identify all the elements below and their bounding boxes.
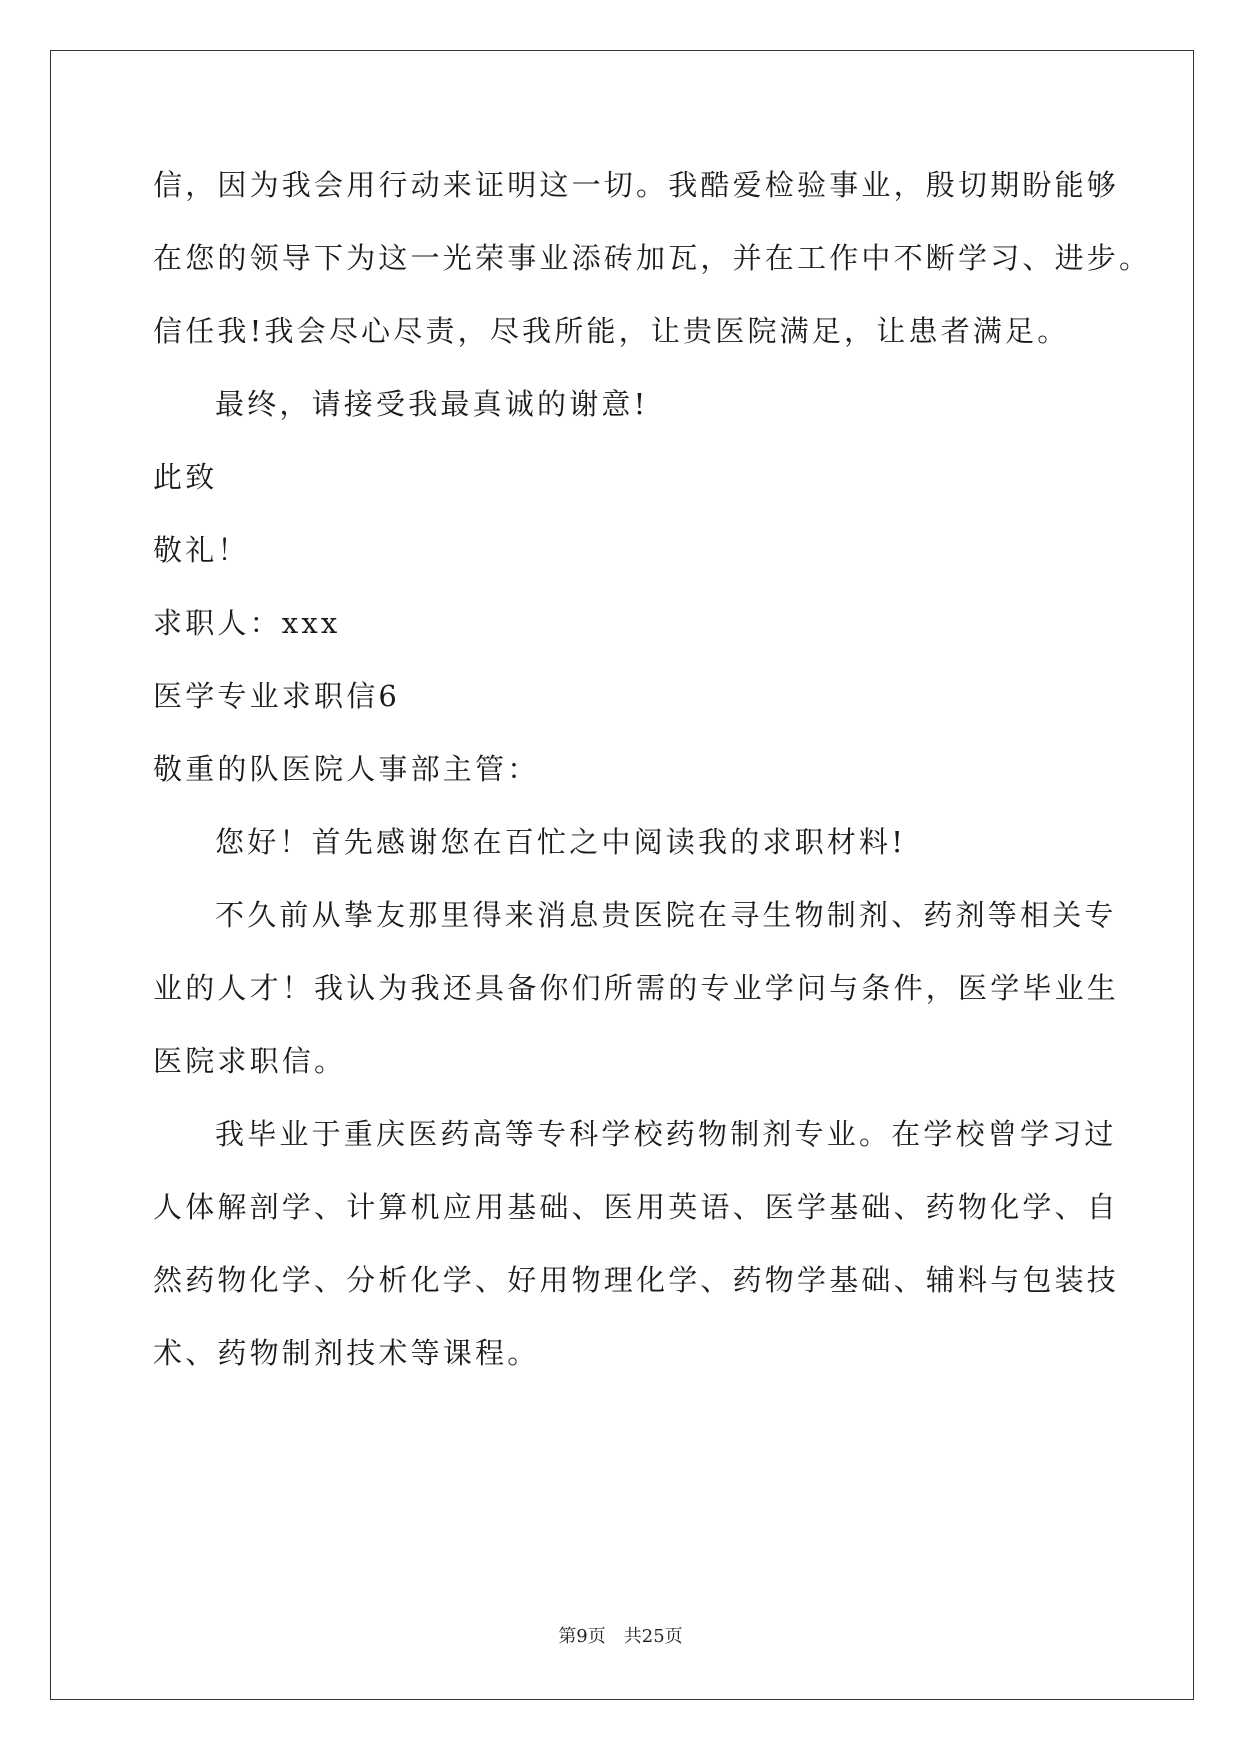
section-title: 医学专业求职信6: [153, 679, 401, 713]
paragraph-line: 您好！首先感谢您在百忙之中阅读我的求职材料!: [215, 825, 907, 859]
page-total: 共25页: [623, 1626, 683, 1647]
greeting-line: 敬重的队医院人事部主管：: [153, 752, 540, 786]
paragraph-line: 然药物化学、分析化学、好用物理化学、药物学基础、辅料与包装技: [153, 1263, 1120, 1297]
paragraph-line: 不久前从挚友那里得来消息贵医院在寻生物制剂、药剂等相关专: [215, 898, 1117, 932]
page-frame: [50, 50, 1194, 1700]
paragraph-line: 信任我!我会尽心尽责，尽我所能，让贵医院满足，让患者满足。: [153, 314, 1070, 348]
signature-line: 求职人：xxx: [153, 606, 341, 640]
paragraph-line: 医院求职信。: [153, 1044, 347, 1078]
paragraph-line: 术、药物制剂技术等课程。: [153, 1336, 540, 1370]
paragraph-line: 我毕业于重庆医药高等专科学校药物制剂专业。在学校曾学习过: [215, 1117, 1117, 1151]
paragraph-line: 人体解剖学、计算机应用基础、医用英语、医学基础、药物化学、自: [153, 1190, 1120, 1224]
paragraph-line: 信，因为我会用行动来证明这一切。我酷爱检验事业，殷切期盼能够: [153, 168, 1120, 202]
closing-line: 此致: [153, 460, 218, 494]
page-footer: [0, 1622, 1241, 1648]
page-number: 第9页: [558, 1626, 606, 1647]
paragraph-line: 最终，请接受我最真诚的谢意!: [215, 387, 649, 421]
paragraph-line: 在您的领导下为这一光荣事业添砖加瓦，并在工作中不断学习、进步。: [153, 241, 1152, 275]
paragraph-line: 业的人才！我认为我还具备你们所需的专业学问与条件，医学毕业生: [153, 971, 1120, 1005]
salutation-line: 敬礼！: [153, 533, 250, 567]
